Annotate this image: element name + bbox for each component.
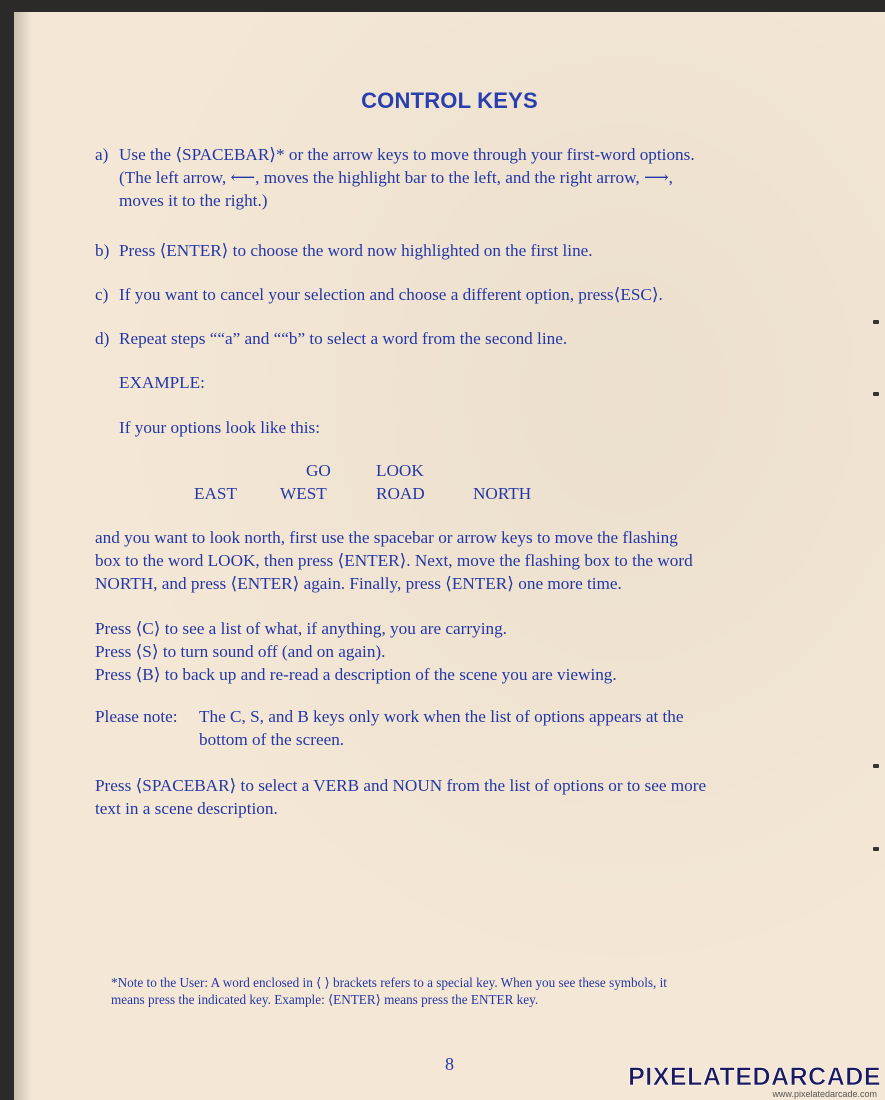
step-b-text: Press ⟨ENTER⟩ to choose the word now highlighted on the first line. (119, 241, 593, 260)
spacebar-line-2: text in a scene description. (95, 799, 278, 818)
step-b-label: b) (95, 241, 110, 260)
watermark-logo: PIXELATEDARCADE (628, 1063, 881, 1091)
edge-mark (873, 764, 879, 768)
key-b-line: Press ⟨B⟩ to back up and re-read a description of the scene you are viewing. (95, 665, 617, 684)
edge-mark (873, 392, 879, 396)
page-gutter-shadow (14, 12, 32, 1100)
paragraph-line-2: box to the word LOOK, then press ⟨ENTER⟩. Next, move the flashing box to the word (95, 551, 693, 570)
watermark (628, 1063, 881, 1099)
spacebar-line-1: Press ⟨SPACEBAR⟩ to select a VERB and NOUN from the list of options or to see more (95, 776, 707, 795)
step-a-label: a) (95, 145, 109, 164)
example-heading: EXAMPLE: (119, 373, 205, 392)
option-east: EAST (194, 484, 237, 503)
please-note-label: Please note: (95, 707, 178, 726)
step-a-line-2: (The left arrow, ⟵, moves the highlight bar to the left, and the right arrow, ⟶, (119, 168, 673, 187)
step-d (95, 327, 567, 350)
manual-page (14, 12, 885, 1100)
footnote-line-2: means press the indicated key. Example: ⟨ENTER⟩ means press the ENTER key. (111, 992, 539, 1007)
option-west: WEST (280, 484, 327, 503)
key-c-line: Press ⟨C⟩ to see a list of what, if anything, you are carrying. (95, 619, 507, 638)
option-north: NORTH (473, 484, 532, 503)
edge-mark (873, 847, 879, 851)
step-d-text: Repeat steps ““a” and ““b” to select a word from the second line. (119, 329, 568, 348)
step-c (95, 283, 663, 306)
step-d-label: d) (95, 329, 110, 348)
step-a-line-3: moves it to the right.) (119, 191, 268, 210)
page-title: CONTROL KEYS (361, 88, 538, 113)
option-road: ROAD (376, 484, 425, 503)
step-c-text: If you want to cancel your selection and choose a different option, press⟨ESC⟩. (119, 285, 663, 304)
example-intro: If your options look like this: (119, 418, 320, 437)
watermark-url: www.pixelatedarcade.com (772, 1089, 877, 1099)
paragraph-line-1: and you want to look north, first use the spacebar or arrow keys to move the flashing (95, 528, 678, 547)
option-look: LOOK (376, 461, 424, 480)
page-number: 8 (445, 1054, 454, 1074)
footnote (111, 974, 667, 1008)
footnote-line-1: *Note to the User: A word enclosed in ⟨ ⟩ brackets refers to a special key. When you see these symbols, it (111, 975, 667, 990)
step-b (95, 239, 593, 262)
edge-mark (873, 320, 879, 324)
step-a-line-1: Use the ⟨SPACEBAR⟩* or the arrow keys to move through your first-word options. (119, 145, 695, 164)
step-c-label: c) (95, 285, 109, 304)
step-a (95, 143, 695, 166)
please-note-line-2: bottom of the screen. (199, 730, 345, 749)
please-note-line-1: The C, S, and B keys only work when the list of options appears at the (199, 707, 684, 726)
paragraph-line-3: NORTH, and press ⟨ENTER⟩ again. Finally, press ⟨ENTER⟩ one more time. (95, 574, 622, 593)
option-go: GO (306, 461, 331, 480)
key-s-line: Press ⟨S⟩ to turn sound off (and on again). (95, 642, 386, 661)
